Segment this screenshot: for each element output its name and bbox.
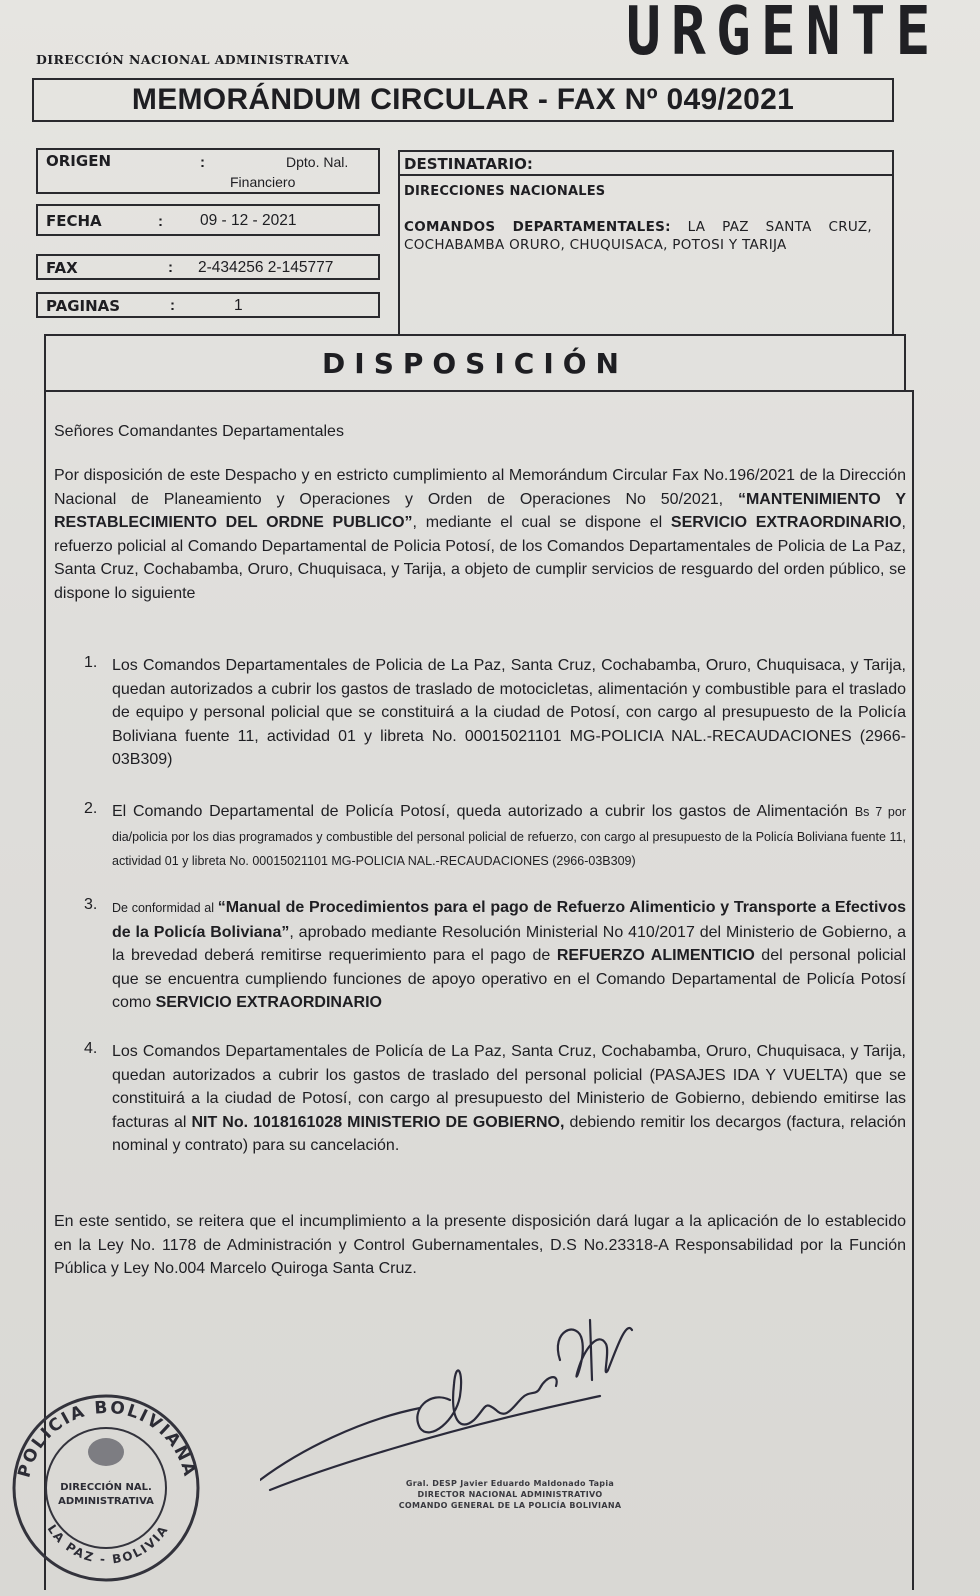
origen-value-2: Financiero: [230, 174, 296, 190]
paginas-colon: :: [170, 297, 175, 314]
list-item-2: [86, 800, 906, 890]
item-text-small: De conformidad al: [112, 901, 218, 915]
item-bold: NIT No. 1018161028 MINISTERIO DE GOBIERNO,: [191, 1113, 565, 1131]
item-text: [112, 1040, 906, 1158]
destinatario-commands-label: COMANDOS DEPARTAMENTALES:: [404, 219, 671, 235]
salutation: Señores Comandantes Departamentales: [54, 423, 344, 440]
disposicion-heading-box: [44, 334, 906, 392]
paginas-label: PAGINAS: [46, 297, 121, 315]
origen-colon: :: [200, 154, 205, 171]
item-text-small: Bs 7 por dia/policia por los dias programados y combustible del personal policial de refuerzo, con cargo al presupuesto de la Policía Boliviana fuente 11, actividad 01 y libreta No. 00015021101 MG-POLICIA NAL.-RECAUDACIONES (2966-03B309): [112, 805, 906, 868]
signature-block: [360, 1478, 660, 1511]
svg-text:LA PAZ - BOLIVIA: [45, 1522, 172, 1566]
intro-bold-2: SERVICIO EXTRAORDINARIO: [670, 514, 902, 531]
seal-bottom-text: LA PAZ - BOLIVIA: [44, 1522, 172, 1567]
list-item-4: [86, 1040, 906, 1180]
origen-field: [36, 148, 380, 194]
item-text: Los Comandos Departamentales de Policia de La Paz, Santa Cruz, Cochabamba, Oruro, Chuquisaca, y Tarija, quedan autorizados a cubrir los gastos de traslado de motocicletas, alimentación y combustible para el traslado de equipo y personal policial que se constituirá a la ciudad de Potosí, con cargo al presupuesto de la Policía Boliviana fuente 11, actividad 01 y libreta No. 00015021101 MG-POLICIA NAL.-RECAUDACIONES (2966-03B309): [112, 657, 906, 768]
item-text-2: del personal policial que se encuentra cumpliendo funciones de apoyo operativo en el Comando Departamental de Policía Potosí como: [112, 947, 907, 1011]
fecha-field: [36, 204, 380, 236]
fecha-value: 09 - 12 - 2021: [200, 212, 297, 229]
item-text: [112, 800, 906, 874]
item-bold-1: “Manual de Procedimientos para el pago de Refuerzo Alimenticio y Transporte a Efectivos de la Policía Boliviana”: [112, 899, 906, 941]
item-bold-3: SERVICIO EXTRAORDINARIO: [155, 994, 382, 1011]
item-bold-2: REFUERZO ALIMENTICIO: [556, 947, 755, 964]
intro-paragraph: [54, 464, 906, 605]
department-name: DIRECCIÓN NACIONAL ADMINISTRATIVA: [36, 52, 350, 67]
paginas-field: [36, 292, 380, 318]
intro-bold-1: “MANTENIMIENTO Y RESTABLECIMIENTO DEL ORDNE PUBLICO”: [54, 490, 907, 531]
origen-label: ORIGEN: [46, 152, 111, 170]
item-number: 4.: [84, 1040, 98, 1057]
destinatario-commands: LA PAZ SANTA CRUZ, COCHABAMBA ORURO, CHUQUISACA, POTOSI Y TARIJA: [404, 219, 872, 253]
destinatario-line-2: [404, 218, 872, 254]
disposicion-heading: DISPOSICIÓN: [322, 346, 628, 380]
seal-emblem: [88, 1438, 124, 1466]
item-number: 1.: [84, 654, 98, 671]
seal-center-2: ADMINISTRATIVA: [58, 1496, 154, 1507]
seal-center-1: DIRECCIÓN NAL.: [60, 1482, 152, 1493]
police-seal: [0, 1382, 210, 1592]
seal-ring-text: POLICIA BOLIVIANA: [14, 1397, 200, 1480]
item-number: 2.: [84, 800, 98, 817]
destinatario-line-1: DIRECCIONES NACIONALES: [404, 184, 606, 199]
item-text-1: Los Comandos Departamentales de Policía de La Paz, Santa Cruz, Cochabamba, Oruro, Chuquisaca, y Tarija, quedan autorizados a cubrir los gastos de traslado del personal policial (PASAJES IDA Y VUELTA) que se constituirá a la ciudad de Potosí, con cargo al presupuesto del Ministerio de Gobierno, debiendo emitirse las facturas al: [112, 1043, 906, 1131]
fecha-colon: :: [158, 213, 163, 230]
item-text-1: , aprobado mediante Resolución Ministerial No 410/2017 del Ministerio de Gobierno, a la brevedad deberá remitirse requerimiento para el pago de: [112, 923, 906, 964]
item-number: 3.: [84, 896, 98, 913]
fax-colon: :: [168, 259, 173, 276]
fax-value: 2-434256 2-145777: [198, 259, 334, 276]
item-text-a: El Comando Departamental de Policía Potosí, queda autorizado a cubrir los gastos de Alimentación: [112, 803, 855, 820]
destinatario-label: DESTINATARIO:: [398, 150, 894, 176]
destinatario-box: [398, 174, 894, 336]
urgente-stamp: URGENTE: [626, 0, 941, 71]
origen-value-1: Dpto. Nal.: [286, 154, 349, 170]
list-item-3: [86, 896, 906, 1034]
intro-text-3: , refuerzo policial al Comando Departamental de Policia Potosí, de los Comandos Departamentales de Policia de La Paz, Santa Cruz, Cochabamba, Oruro, Chuquisaca, y Tarija, a objeto de cumplir servicios de resguardo del orden público, se dispone lo siguiente: [54, 514, 906, 602]
signer-org: COMANDO GENERAL DE LA POLICÍA BOLIVIANA: [398, 1501, 622, 1510]
title-box: [32, 78, 894, 122]
item-text: [112, 896, 906, 1015]
signer-name: Gral. DESP Javier Eduardo Maldonado Tapia: [405, 1479, 615, 1488]
item-text-2: debiendo remitir los decargos (factura, relación nominal y contrato) para su cancelación.: [112, 1113, 906, 1154]
intro-text-1: Por disposición de este Despacho y en estricto cumplimiento al Memorándum Circular Fax No.196/2021 de la Dirección Nacional de Planeamiento y Operaciones y Orden de Operaciones No 50/2021,: [54, 467, 906, 508]
closing-paragraph: En este sentido, se reitera que el incumplimiento a la presente disposición dará lugar a la aplicación de lo establecido en la Ley No. 1178 de Administración y Control Gubernamentales, D.S No.23318-A Responsabilidad por la Función Pública y Ley No.004 Marcelo Quiroga Santa Cruz.: [54, 1213, 906, 1277]
signer-role: DIRECTOR NACIONAL ADMINISTRATIVO: [417, 1490, 603, 1499]
fecha-label: FECHA: [46, 212, 102, 230]
fax-label: FAX: [46, 259, 78, 277]
list-item-1: [86, 654, 906, 794]
fax-field: [36, 254, 380, 280]
paginas-value: 1: [234, 297, 243, 314]
memo-title: MEMORÁNDUM CIRCULAR - FAX Nº 049/2021: [131, 83, 795, 116]
intro-text-2: , mediante el cual se dispone el: [412, 514, 671, 531]
